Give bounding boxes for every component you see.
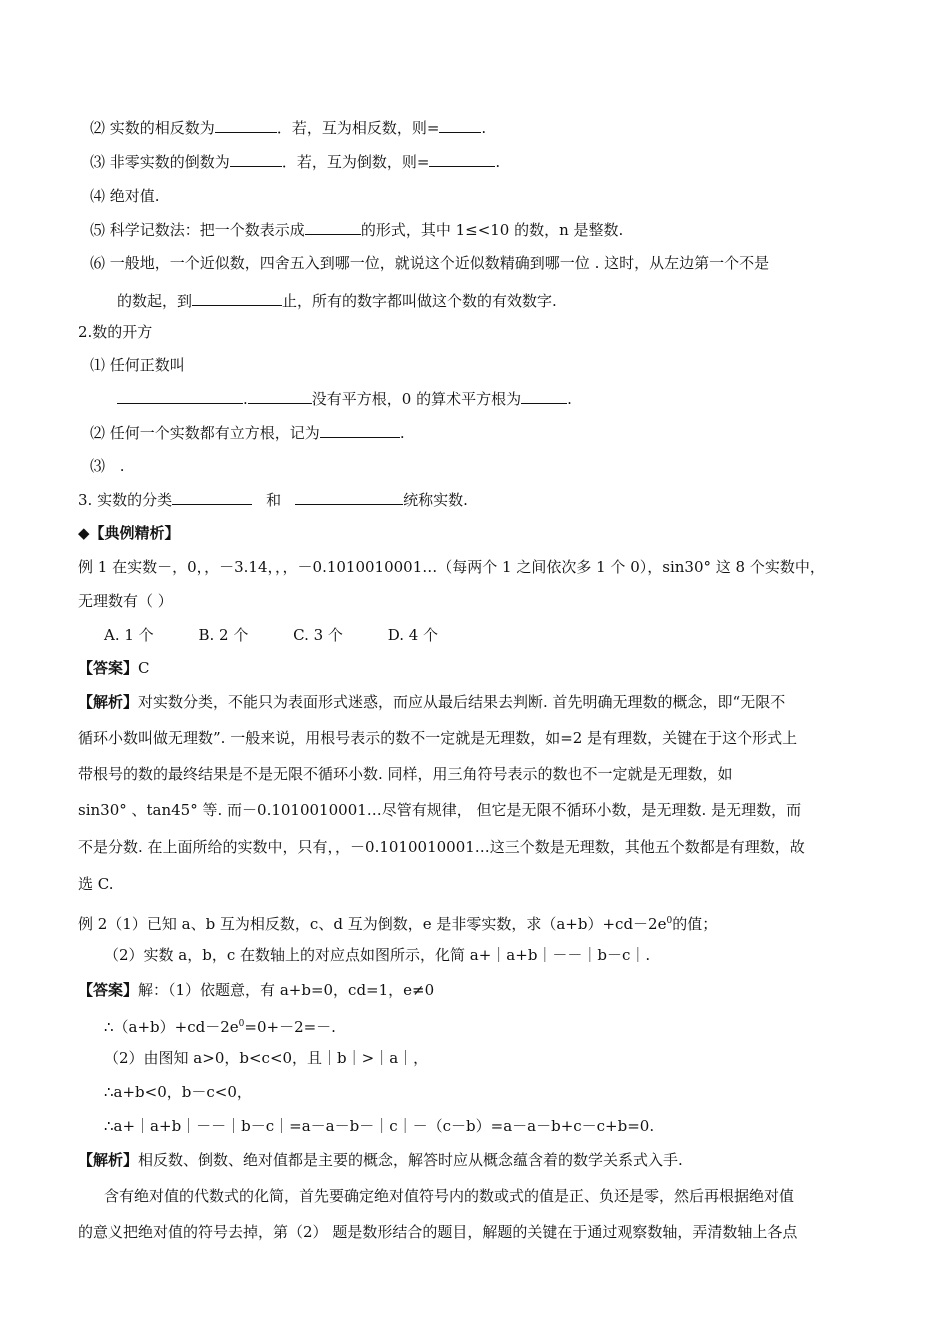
root-item-1 [90,355,185,375]
item-text: 和 [266,491,282,509]
example2-question-2: （2）实数 a，b，c 在数轴上的对应点如图所示，化简 a+｜a+b｜－－｜b－c｜. [104,946,651,964]
answer-line [104,1014,336,1037]
explanation-tag: 【解析】 [78,693,139,711]
answer-tag: 【答案】 [78,981,139,999]
item-text: 的形式，其中 1≤<10 的数，n 是整数. [360,221,624,239]
item-text: 任何一个实数都有立方根，记为 [109,424,320,442]
item-text: . [243,390,248,408]
root-item-1-cont [117,389,572,409]
explanation-line: 带根号的数的最终结果是不是无限不循环小数. 同样，用三角符号表示的数也不一定就是无理数，如 [78,765,733,783]
answer-text: =0+－2=－. [244,1018,336,1036]
item-text: . [495,153,501,171]
question-text: 的值； [672,915,718,933]
option-b: B. 2 个 [198,626,249,644]
example2-answer [78,980,434,1000]
item-5 [90,220,623,240]
item-text: 绝对值. [109,187,160,205]
item-number: ⑶ [90,153,106,171]
item-text: ．若，互为相反数，则= [276,119,440,137]
item-number: ⑶ [90,457,106,475]
item-text: 3. 实数的分类 [78,491,173,509]
item-4 [90,186,160,206]
answer-line: （2）由图知 a>0，b<c<0，且｜b｜>｜a｜， [104,1049,429,1067]
example1-question: 例 1 在实数－，0，，－3.14，，，－0.1010010001…（每两个 1 之间依次多 1 个 0），sin30° 这 8 个实数中， [78,558,825,576]
example2-explanation [78,1150,683,1170]
option-d: D. 4 个 [387,626,439,644]
explanation-text: 对实数分类，不能只为表面形式迷惑，而应从最后结果去判断. 首先明确无理数的概念，即“无限不 [138,693,786,711]
answer-tag: 【答案】 [78,659,139,677]
item-number: ⑸ [90,221,106,239]
option-c: C. 3 个 [293,626,343,644]
item-text: 统称实数. [403,491,468,509]
item-text: 止，所有的数字都叫做这个数的有效数字. [282,292,557,310]
item-number: ⑵ [90,119,106,137]
section-heading: ◆【典例精析】 [78,524,180,542]
blank-line [439,118,481,133]
blank-line [429,152,495,167]
explanation-line: 的意义把绝对值的符号去掉，第（2） 题是数形结合的题目，解题的关键在于通过观察数轴，弄清数轴上各点 [78,1223,798,1241]
item-number: ⑴ [90,356,106,374]
item-number: ⑵ [90,424,106,442]
item-number: ⑷ [90,187,106,205]
question-text: 例 2（1）已知 a、b 互为相反数，c、d 互为倒数，e 是非零实数，求（a+b）+cd－2e [78,915,667,933]
explanation-line: 含有绝对值的代数式的化简，首先要确定绝对值符号内的数或式的值是正、负还是零，然后再根据绝对值 [104,1187,795,1205]
blank-line [248,389,312,404]
answer-text: 解：（1）依题意，有 a+b=0，cd=1，e≠0 [138,981,435,999]
explanation-line: sin30° 、tan45° 等. 而－0.1010010001…尽管有规律， 但它是无限不循环小数，是无理数. 是无理数，而 [78,801,802,819]
item-text: 没有平方根，0 的算术平方根为 [311,390,522,408]
item-3 [90,152,500,172]
item-text: 一般地，一个近似数，四舍五入到哪一位，就说这个近似数精确到哪一位 . 这时，从左边第一个不是 [109,254,770,272]
example1-answer [78,658,150,678]
item-text: 的数起，到 [117,292,193,310]
explanation-text: 相反数、倒数、绝对值都是主要的概念，解答时应从概念蕴含着的数学关系式入手. [138,1151,683,1169]
answer-text: ∴（a+b）+cd－2e [104,1018,239,1036]
item-text: 非零实数的倒数为 [109,153,230,171]
item-text: 科学记数法：把一个数表示成 [109,221,305,239]
blank-line [521,389,567,404]
blank-line [215,118,277,133]
explanation-line: 选 C. [78,875,114,893]
root-item-2 [90,423,405,443]
item-text: 任何正数叫 [109,356,185,374]
section-title: 2.数的开方 [78,323,153,341]
blank-line [230,152,282,167]
explanation-line: 循环小数叫做无理数”. 一般来说，用根号表示的数不一定就是无理数，如=2 是有理数，关键在于这个形式上 [78,729,798,747]
item-text: . [567,390,572,408]
explanation-tag: 【解析】 [78,1151,139,1169]
item-text: ．若，互为倒数，则= [281,153,430,171]
item-text: 实数的相反数为 [109,119,215,137]
exponent: 0 [238,1019,245,1029]
blank-line [320,423,400,438]
item-6-cont [117,291,557,311]
blank-line [192,291,282,306]
root-item-3 [90,456,125,476]
item-text: . [119,457,125,475]
item-text: . [481,119,487,137]
answer-value: C [138,659,150,677]
example1-options [104,625,438,645]
item-2 [90,118,486,138]
blank-line [117,389,243,404]
exponent: 0 [666,916,673,926]
example1-question-cont: 无理数有（ ） [78,592,173,610]
example1-explanation [78,692,785,712]
option-a: A. 1 个 [104,626,154,644]
example2-question [78,911,717,934]
answer-line: ∴a+｜a+b｜－－｜b－c｜=a－a－b－｜c｜－（c－b）=a－a－b+c－c+b=0. [104,1117,655,1135]
blank-line [305,220,361,235]
item-number: ⑹ [90,254,106,272]
blank-line [295,490,403,505]
classification-line [78,490,468,510]
item-6 [90,253,769,273]
explanation-line: 不是分数. 在上面所给的实数中，只有，，－0.1010010001…这三个数是无理数，其他五个数都是有理数，故 [78,838,805,856]
blank-line [172,490,252,505]
item-text: . [399,424,405,442]
answer-line: ∴a+b<0，b－c<0， [104,1083,252,1101]
